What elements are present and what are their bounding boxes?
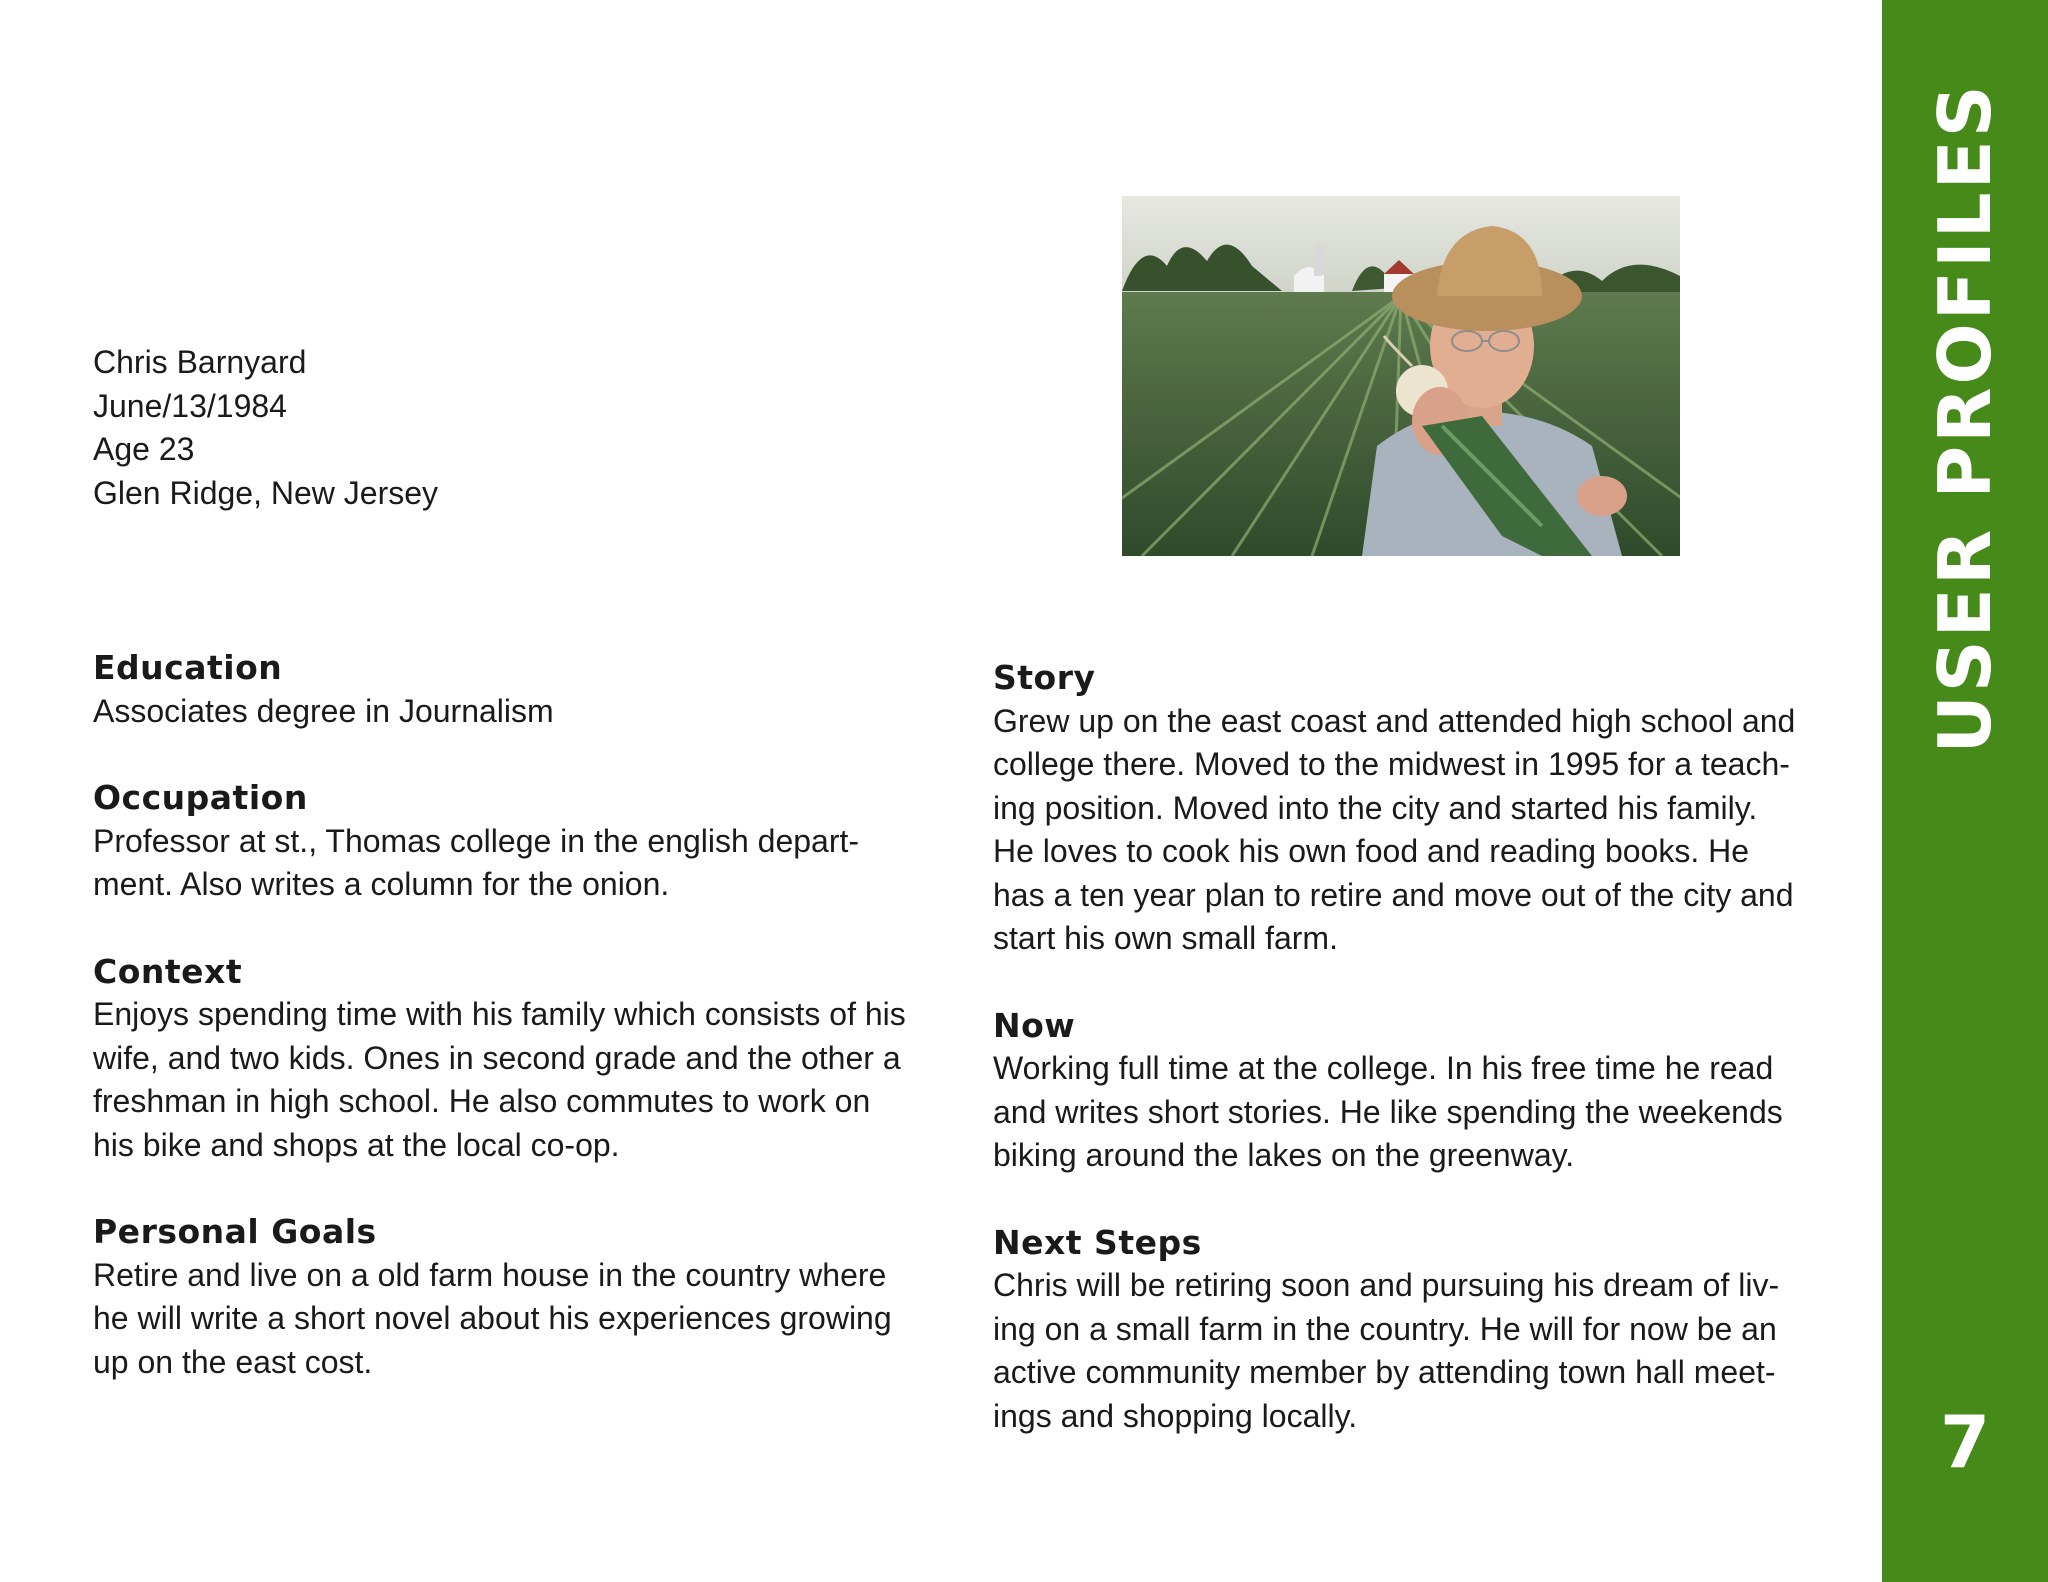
text-line: Working full time at the college. In his free time he read <box>993 1050 1774 1086</box>
profile-info <box>93 341 438 515</box>
text-line: wife, and two kids. Ones in second grade and the other a <box>93 1039 901 1076</box>
profile-age: Age 23 <box>93 431 195 467</box>
section-text <box>93 820 953 907</box>
section-personal-goals <box>93 1210 953 1384</box>
text-line: ings and shopping locally. <box>993 1397 1358 1434</box>
text-line: biking around the lakes on the greenway. <box>993 1137 1575 1173</box>
profile-photo <box>1122 196 1680 556</box>
section-text <box>993 1264 1853 1438</box>
text-line: Enjoys spending time with his family which consists of his <box>93 996 906 1032</box>
text-line: ment. Also writes a column for the onion. <box>93 866 670 902</box>
section-heading: Now <box>993 1005 1076 1045</box>
section-education <box>93 646 953 733</box>
text-line: ing on a small farm in the country. He will for now be an <box>993 1310 1777 1347</box>
section-heading: Next Steps <box>993 1222 1202 1262</box>
section-text <box>993 700 1853 961</box>
section-now <box>993 1004 1853 1178</box>
text-line: freshman in high school. He also commutes to work on <box>93 1083 871 1119</box>
text-line: and writes short stories. He like spending the weekends <box>993 1093 1783 1130</box>
profile-name: Chris Barnyard <box>93 344 307 380</box>
section-heading: Personal Goals <box>93 1212 377 1251</box>
text-line: has a ten year plan to retire and move out of the city and <box>993 876 1794 913</box>
section-heading: Education <box>93 648 283 687</box>
text-line: his bike and shops at the local co-op. <box>93 1126 620 1163</box>
text-line: He loves to cook his own food and reading books. He <box>993 833 1750 869</box>
section-context <box>93 950 953 1168</box>
section-story <box>993 656 1853 961</box>
section-heading: Context <box>93 951 243 991</box>
profile-birthdate: June/13/1984 <box>93 387 287 424</box>
section-text <box>993 1047 1853 1178</box>
section-occupation <box>93 776 953 907</box>
sidebar-title: USER PROFILES <box>1923 82 2007 754</box>
farmer-with-onions-photo <box>1122 196 1680 556</box>
text-line: college there. Moved to the midwest in 1995 for a teach- <box>993 746 1790 782</box>
text-line: Chris will be retiring soon and pursuing his dream of liv- <box>993 1267 1780 1303</box>
text-line: up on the east cost. <box>93 1343 373 1380</box>
text-line: start his own small farm. <box>993 920 1338 956</box>
section-next-steps <box>993 1221 1853 1439</box>
text-line: active community member by attending town hall meet- <box>993 1354 1776 1390</box>
text-line: Associates degree in Journalism <box>93 692 554 729</box>
profile-location: Glen Ridge, New Jersey <box>93 474 439 511</box>
right-column <box>993 656 1853 1481</box>
section-text <box>93 690 953 734</box>
section-heading: Story <box>993 658 1096 697</box>
left-column <box>93 646 953 1427</box>
section-text <box>93 1254 953 1385</box>
section-heading: Occupation <box>93 778 308 817</box>
text-line: Grew up on the east coast and attended high school and <box>993 702 1796 739</box>
text-line: he will write a short novel about his experiences growing <box>93 1300 892 1336</box>
section-text <box>93 993 953 1167</box>
page-number: 7 <box>1939 1400 1991 1484</box>
text-line: ing position. Moved into the city and started his family. <box>993 789 1758 826</box>
text-line: Retire and live on a old farm house in the country where <box>93 1256 887 1293</box>
text-line: Professor at st., Thomas college in the english depart- <box>93 822 860 859</box>
sidebar <box>1882 0 2048 1582</box>
